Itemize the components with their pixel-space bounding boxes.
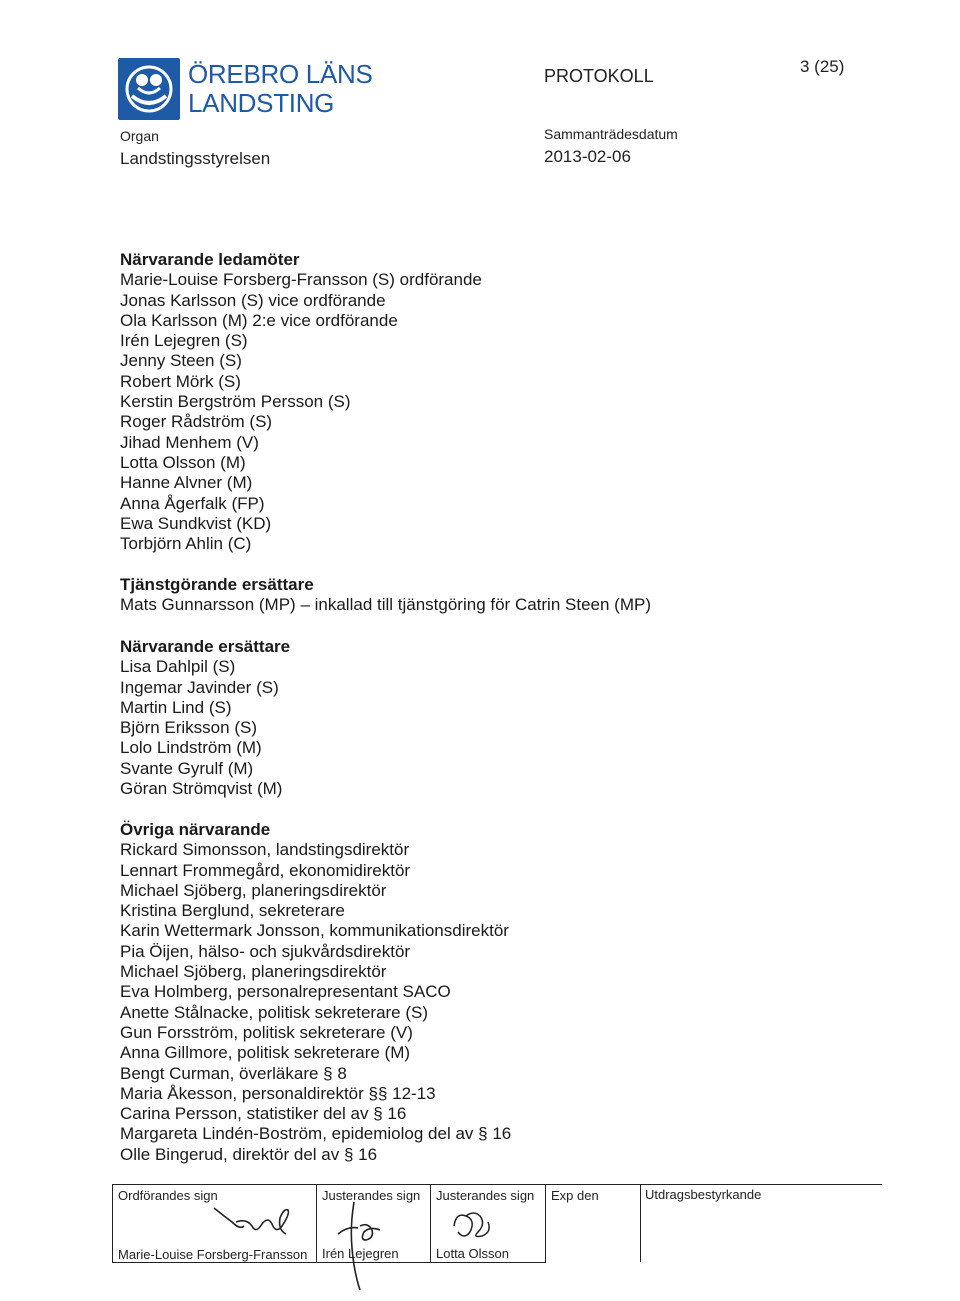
page-number: 3 (25) [800, 57, 845, 76]
list-item: Anette Stålnacke, politisk sekreterare (S) [120, 1002, 429, 1022]
exp-date-label: Exp den [551, 1188, 599, 1203]
list-item: Kerstin Bergström Persson (S) [120, 392, 351, 412]
signature-divider [316, 1184, 317, 1262]
list-item: Roger Rådström (S) [120, 412, 273, 432]
list-item: Michael Sjöberg, planeringsdirektör [120, 880, 387, 900]
list-item: Bengt Curman, överläkare § 8 [120, 1063, 347, 1083]
list-item: Olle Bingerud, direktör del av § 16 [120, 1144, 378, 1164]
section-heading: Tjänstgörande ersättare [120, 575, 314, 594]
list-item: Svante Gyrulf (M) [120, 758, 254, 778]
section-others [120, 820, 511, 1165]
list-item: Maria Åkesson, personaldirektör §§ 12-13 [120, 1083, 436, 1103]
list-item: Robert Mörk (S) [120, 371, 241, 391]
signature-table-top-border [112, 1184, 882, 1185]
document-type: PROTOKOLL [544, 66, 654, 86]
chair-name: Marie-Louise Forsberg-Fransson [118, 1247, 308, 1262]
organ-value: Landstingsstyrelsen [120, 149, 271, 168]
section-serving-substitutes [120, 575, 651, 616]
present-substitutes-list [120, 657, 290, 799]
list-item: Ingemar Javinder (S) [120, 677, 279, 697]
list-item: Björn Eriksson (S) [120, 718, 257, 738]
list-item: Göran Strömqvist (M) [120, 779, 283, 799]
list-item: Jenny Steen (S) [120, 351, 242, 371]
meeting-date-label: Sammanträdesdatum [544, 126, 678, 142]
list-item: Lisa Dahlpil (S) [120, 657, 236, 677]
logo-line-1: ÖREBRO LÄNS [188, 59, 373, 89]
extract-certification-label: Utdragsbestyrkande [645, 1187, 762, 1202]
list-item: Ewa Sundkvist (KD) [120, 513, 272, 533]
adjuster1-sign-label: Justerandes sign [322, 1188, 421, 1203]
list-item: Karin Wettermark Jonsson, kommunikationsdirektör [120, 921, 509, 941]
list-item: Eva Holmberg, personalrepresentant SACO [120, 982, 451, 1002]
others-list [120, 840, 511, 1165]
adjuster1-name: Irén Lejegren [322, 1246, 399, 1261]
list-item: Marie-Louise Forsberg-Fransson (S) ordförande [120, 270, 482, 290]
section-heading: Övriga närvarande [120, 820, 271, 839]
list-item: Pia Öijen, hälso- och sjukvårdsdirektör [120, 941, 411, 961]
chair-signature-icon [210, 1200, 300, 1245]
list-item: Carina Persson, statistiker del av § 16 [120, 1104, 407, 1124]
list-item: Lennart Frommegård, ekonomidirektör [120, 860, 411, 880]
members-list [120, 270, 482, 554]
list-item: Kristina Berglund, sekreterare [120, 901, 345, 921]
list-item: Anna Ågerfalk (FP) [120, 493, 265, 513]
adjuster2-name: Lotta Olsson [436, 1246, 509, 1261]
signature-divider [112, 1184, 113, 1262]
list-item: Torbjörn Ahlin (C) [120, 534, 252, 554]
list-item: Mats Gunnarsson (MP) – inkallad till tjänstgöring för Catrin Steen (MP) [120, 595, 651, 615]
section-members [120, 250, 482, 554]
section-heading: Närvarande ledamöter [120, 250, 300, 269]
list-item: Lotta Olsson (M) [120, 452, 246, 472]
county-council-emblem-icon [118, 58, 180, 120]
section-present-substitutes [120, 637, 290, 799]
chair-sign-label: Ordförandes sign [118, 1188, 218, 1203]
organ-label: Organ [120, 128, 159, 144]
section-heading: Närvarande ersättare [120, 637, 291, 656]
list-item: Jonas Karlsson (S) vice ordförande [120, 290, 386, 310]
signature-divider [640, 1184, 641, 1262]
list-item: Lolo Lindström (M) [120, 738, 262, 758]
serving-substitutes-list [120, 595, 651, 615]
list-item: Irén Lejegren (S) [120, 331, 248, 351]
meeting-date-value: 2013-02-06 [544, 147, 631, 166]
list-item: Rickard Simonsson, landstingsdirektör [120, 840, 410, 860]
signature-divider [430, 1184, 431, 1262]
logo-wordmark [188, 60, 373, 118]
list-item: Gun Forsström, politisk sekreterare (V) [120, 1022, 413, 1042]
adjuster2-signature-icon [448, 1206, 498, 1246]
list-item: Michael Sjöberg, planeringsdirektör [120, 962, 387, 982]
list-item: Anna Gillmore, politisk sekreterare (M) [120, 1043, 411, 1063]
logo-line-2: LANDSTING [188, 88, 335, 118]
list-item: Martin Lind (S) [120, 697, 232, 717]
list-item: Margareta Lindén-Boström, epidemiolog del av § 16 [120, 1124, 512, 1144]
list-item: Jihad Menhem (V) [120, 432, 259, 452]
list-item: Ola Karlsson (M) 2:e vice ordförande [120, 310, 398, 330]
adjuster2-sign-label: Justerandes sign [436, 1188, 535, 1203]
list-item: Hanne Alvner (M) [120, 473, 253, 493]
signature-divider [545, 1184, 546, 1262]
signature-table-bottom-border [112, 1262, 546, 1263]
